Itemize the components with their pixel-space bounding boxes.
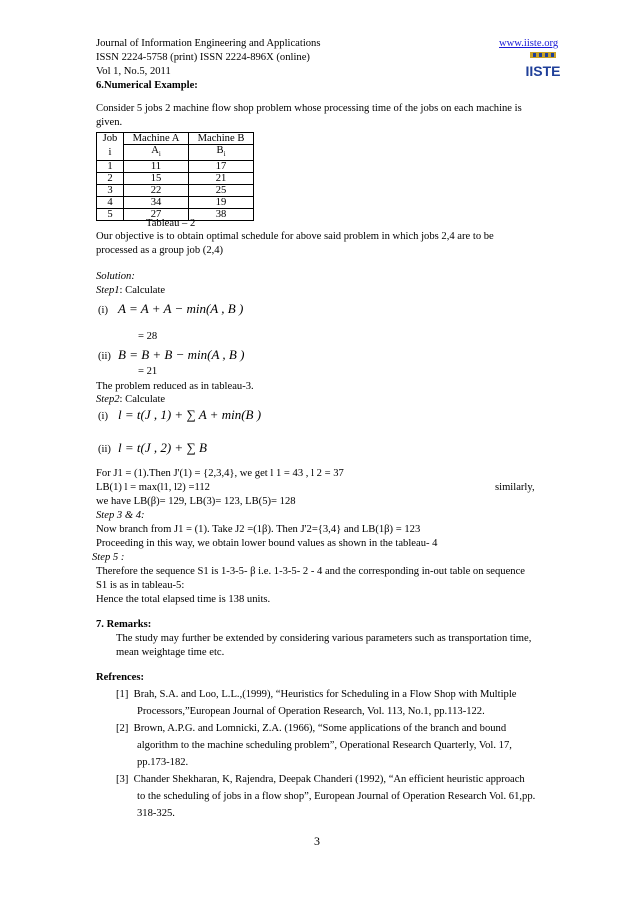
remarks-title: 7. Remarks: bbox=[96, 619, 152, 630]
table-cell: 11 bbox=[124, 161, 189, 173]
table-row bbox=[97, 197, 254, 209]
reference-item-cont: Processors,”European Journal of Operation Research, Vol. 113, No.1, pp.113-122. bbox=[137, 706, 485, 717]
references-title: Refrences: bbox=[96, 672, 145, 683]
equation-3: l = t(J , 1) + ∑ A + min(B ) bbox=[118, 407, 262, 422]
section-title-numerical-example: 6.Numerical Example: bbox=[96, 80, 198, 91]
table-caption: Tableau – 2 bbox=[146, 218, 196, 229]
step34-heading: Step 3 & 4: bbox=[96, 510, 145, 521]
table-row bbox=[97, 161, 254, 173]
proceed-line: Proceeding in this way, we obtain lower bound values as shown in the tableau- 4 bbox=[96, 538, 438, 549]
reference-item-cont: 318-325. bbox=[137, 808, 175, 819]
svg-text:IISTE: IISTE bbox=[525, 63, 561, 79]
table-header-machine-b: Machine B bbox=[189, 133, 254, 145]
table-cell: 17 bbox=[189, 161, 254, 173]
table-row bbox=[97, 173, 254, 185]
reference-item-cont: to the scheduling of jobs in a flow shop”, European Journal of Operation Research Vol. 61,pp. bbox=[137, 791, 536, 802]
hence-line: Hence the total elapsed time is 138 units. bbox=[96, 594, 271, 605]
objective-line-2: processed as a group job (2,4) bbox=[96, 245, 224, 256]
table-cell: 27 bbox=[124, 209, 189, 221]
processing-time-table bbox=[96, 132, 254, 221]
table-cell: 38 bbox=[189, 209, 254, 221]
equation-2: B = B + B − min(A , B ) bbox=[118, 347, 245, 362]
reference-item: [3] Chander Shekharan, K, Rajendra, Deepak Chanderi (1992), “An efficient heuristic approach bbox=[116, 774, 525, 785]
equation-4: l = t(J , 2) + ∑ B bbox=[118, 440, 207, 455]
journal-issn: ISSN 2224-5758 (print) ISSN 2224-896X (online) bbox=[96, 52, 310, 63]
step5-heading: Step 5 : bbox=[92, 552, 125, 563]
for-j1-line: For J1 = (1).Then J'(1) = {2,3,4}, we get l 1 = 43 , l 2 = 37 bbox=[96, 468, 344, 479]
table-row bbox=[97, 185, 254, 197]
table-cell: 15 bbox=[124, 173, 189, 185]
equation-2-result: = 21 bbox=[138, 366, 158, 377]
reference-item: [1] Brah, S.A. and Loo, L.L.,(1999), “Heuristics for Scheduling in a Flow Shop with Multiple bbox=[116, 689, 517, 700]
table-cell: 2 bbox=[97, 173, 124, 185]
journal-volume: Vol 1, No.5, 2011 bbox=[96, 66, 171, 77]
reference-item-cont: pp.173-182. bbox=[137, 757, 189, 768]
therefore-line: Therefore the sequence S1 is 1-3-5- β i.e. 1-3-5- 2 - 4 and the corresponding in-out table on sequence bbox=[96, 566, 525, 577]
solution-label: Solution: bbox=[96, 271, 135, 282]
equation-2-label: (ii) bbox=[98, 351, 111, 362]
table-subheader-a: $A_i$ bbox=[124, 145, 189, 161]
equation-1-result: = 28 bbox=[138, 331, 158, 342]
table-cell: 3 bbox=[97, 185, 124, 197]
remarks-line-2: mean weightage time etc. bbox=[116, 647, 225, 658]
table-header-machine-a: Machine A bbox=[124, 133, 189, 145]
table-subheader-i: i bbox=[97, 145, 124, 161]
intro-text-line-1: Consider 5 jobs 2 machine flow shop problem whose processing time of the jobs on each machine is bbox=[96, 103, 522, 114]
remarks-line-1: The study may further be extended by considering various parameters such as transportation time, bbox=[116, 633, 532, 644]
reference-item: [2] Brown, A.P.G. and Lomnicki, Z.A. (1966), “Some applications of the branch and bound bbox=[116, 723, 507, 734]
equation-4-label: (ii) bbox=[98, 444, 111, 455]
table-subheader-b: $B_i$ bbox=[189, 145, 254, 161]
table-cell: 22 bbox=[124, 185, 189, 197]
step1-heading: Step1: Calculate bbox=[96, 285, 166, 296]
table-cell: 34 bbox=[124, 197, 189, 209]
table-header-job: Job bbox=[97, 133, 124, 145]
s1-line: S1 is as in tableau-5: bbox=[96, 580, 185, 591]
branch-line: Now branch from J1 = (1). Take J2 =(1β). Then J'2={3,4} and LB(1β) = 123 bbox=[96, 524, 421, 535]
reduced-text: The problem reduced as in tableau-3. bbox=[96, 381, 254, 392]
we-have-line: we have LB(β)= 129, LB(3)= 123, LB(5)= 128 bbox=[96, 496, 296, 507]
iiste-logo bbox=[524, 51, 562, 87]
objective-line-1: Our objective is to obtain optimal schedule for above said problem in which jobs 2,4 are to be bbox=[96, 231, 494, 242]
similarly-text: similarly, bbox=[495, 482, 535, 493]
reference-item-cont: algorithm to the machine scheduling problem”, Operational Research Quarterly, Vol. 17, bbox=[137, 740, 512, 751]
journal-url-link[interactable]: www.iiste.org bbox=[499, 38, 559, 49]
table-cell: 4 bbox=[97, 197, 124, 209]
equation-1-label: (i) bbox=[98, 305, 108, 316]
table-cell: 25 bbox=[189, 185, 254, 197]
table-cell: 21 bbox=[189, 173, 254, 185]
equation-3-label: (i) bbox=[98, 411, 108, 422]
equation-1: A = A + A − min(A , B ) bbox=[118, 301, 244, 316]
table-cell: 1 bbox=[97, 161, 124, 173]
intro-text-line-2: given. bbox=[96, 117, 123, 128]
lb1-line: LB(1) l = max(l1, l2) =112 bbox=[96, 482, 210, 493]
step2-heading: Step2: Calculate bbox=[96, 394, 166, 405]
journal-title: Journal of Information Engineering and Applications bbox=[96, 38, 321, 49]
page-number: 3 bbox=[314, 834, 320, 848]
table-cell: 5 bbox=[97, 209, 124, 221]
table-cell: 19 bbox=[189, 197, 254, 209]
